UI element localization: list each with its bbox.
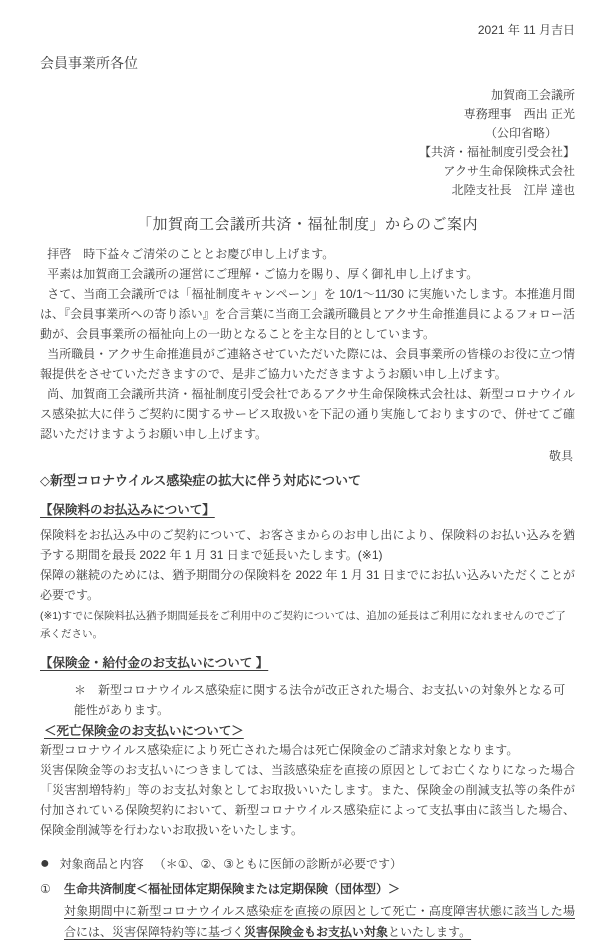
premium-paragraph-1: 保険料をお払込み中のご契約について、お客さまからのお申し出により、保険料のお払い込みを猶予する期間を最長 2022 年 1 月 31 日まで延長いたします。(※1) — [40, 528, 575, 562]
letter-body — [40, 244, 575, 466]
product-item-1 — [40, 879, 575, 899]
letter-title: 「加賀商工会議所共済・福祉制度」からのご案内 — [136, 216, 478, 233]
product-item-1-detail — [64, 901, 575, 943]
sender-branch-manager: 北陸支社長 江岸 達也 — [451, 183, 575, 197]
closing-word: 敬具 — [548, 449, 573, 463]
covid-section-heading: ◇新型コロナウイルス感染症の拡大に伴う対応について — [40, 473, 361, 488]
circled-one-icon: ① — [40, 882, 51, 896]
sender-company: アクサ生命保険株式会社 — [443, 164, 575, 178]
premium-paragraph-2: 保障の継続のためには、猶予期間分の保険料を 2022 年 1 月 31 日までにお払い込みいただくことが必要です。 — [40, 568, 575, 602]
sender-underwriter-label: 【共済・福祉制度引受会社】 — [418, 145, 575, 159]
greeting-opening: 拝啓 時下益々ご清栄のこととお慶び申し上げます。 — [47, 247, 335, 261]
detail-text-bold: 災害保険金もお支払い対象 — [244, 925, 389, 939]
detail-text-pre: 対象期間中に新型コロナウイルス感染症を直接の原因として死亡・高度障害状態に該当した場合には、災害保障特約等に基づく — [64, 904, 575, 939]
benefit-payment-heading: 【保険金・給付金のお支払いについて 】 — [40, 656, 269, 670]
campaign-paragraph: さて、当商工会議所では「福祉制度キャンペーン」を 10/1～11/30 に実施いたします。本推進月間は、『会員事業所への寄り添い』を合言葉に当商工会議所職員とアクサ生命推進員によるフォロー活動が、会員事業所の福祉向上の一助となることを主な目的としています。 — [40, 287, 575, 341]
death-paragraph-2: 災害保険金等のお支払いにつきましては、当該感染症を直接の原因としてお亡くなりになった場合「災害割増特約」等のお支払対象としてお取扱いいたします。また、保険金の削減支払等の条件が付加されている保険契約において、新型コロナウイルス感染症によって支払事由に該当した場合、保険金削減等を行わないお取扱いをいたします。 — [40, 763, 575, 837]
cooperation-paragraph: 当所職員・アクサ生命推進員がご連絡させていただいた際には、会員事業所の皆様のお役に立つ情報提供をさせていただきますので、是非ご協力いただきますようお願い申し上げます。 — [40, 347, 575, 381]
products-header — [40, 854, 575, 874]
products-label: 対象商品と内容 — [59, 857, 144, 871]
letter-date: 2021 年 11 月吉日 — [477, 23, 575, 37]
greeting-thanks: 平素は加賀商工会議所の運営にご理解・ご協力を賜り、厚く御礼申し上げます。 — [47, 267, 479, 281]
death-benefit-heading: ＜死亡保険金のお支払いについて＞ — [44, 724, 244, 738]
products-note: （＊①、②、③ともに医師の診断が必要です） — [153, 857, 402, 871]
sender-block — [40, 86, 575, 200]
sender-managing-director: 専務理事 西出 正光 — [463, 107, 575, 121]
detail-text-post: といたします。 — [388, 925, 472, 939]
recipient-line: 会員事業所各位 — [40, 55, 138, 71]
filled-circle-icon: ● — [40, 855, 50, 872]
premium-footnote: (※1)すでに保険料払込猶予期間延長をご利用中のご契約については、追加の延長はご利用になれませんのでご了承ください。 — [40, 610, 566, 640]
axa-service-paragraph: 尚、加賀商工会議所共済・福祉制度引受会社であるアクサ生命保険株式会社は、新型コロナウイルス感染拡大に伴うご契約に関するサービス取扱いを下記の通り実施しておりますので、併せてご確認いただけますようお願い申し上げます。 — [40, 387, 575, 441]
benefit-caution: ＊ 新型コロナウイルス感染症に関する法令が改正された場合、お支払いの対象外となる可能性があります。 — [74, 683, 566, 717]
sender-seal-note: （公印省略） — [484, 126, 557, 140]
product-item-1-heading: 生命共済制度＜福祉団体定期保険または定期保険（団体型）＞ — [64, 882, 401, 896]
premium-payment-heading: 【保険料のお払込みについて】 — [40, 503, 215, 517]
sender-org: 加賀商工会議所 — [490, 88, 575, 102]
death-paragraph-1: 新型コロナウイルス感染症により死亡された場合は死亡保険金のご請求対象となります。 — [40, 743, 519, 757]
